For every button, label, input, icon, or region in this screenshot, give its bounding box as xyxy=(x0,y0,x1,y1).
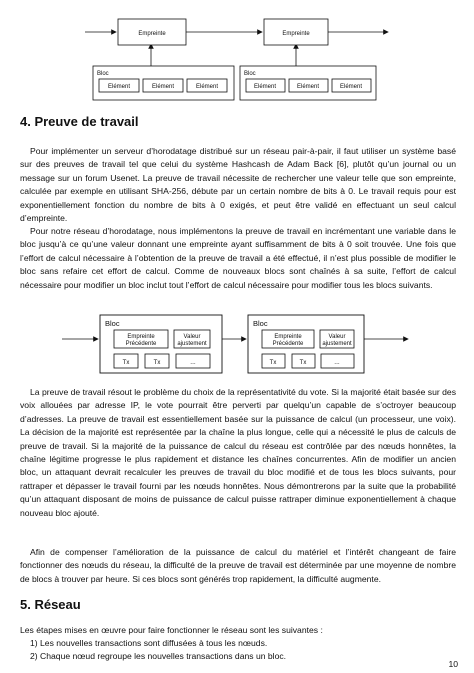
element-label: Elément xyxy=(253,84,277,90)
svg-text:...: ... xyxy=(190,359,196,366)
section-title: 4. Preuve de travail xyxy=(20,114,139,129)
paragraph: La preuve de travail résout le problème du choix de la représentativité du vote. Si la majorité était basée sur des voix allouées par adresse IP, le vote pourrait être perverti par quelqu’un capable de s’octroyer beaucoup d’adresses. La preuve de travail est essentiellement basée sur la puissance de calcul (un processeur, une voix). La décision de la majorité est représentée par la chaîne la plus longue, celle qui a nécessité le plus de calculs de preuve de travail. Si la majorité de la puissance de calcul du réseau est contrôlée par des nœuds honnêtes, la chaîne légitime progresse le plus rapidement et distance les chaînes concurrentes. Afin de modifier un ancien bloc, un attaquant devrait recalculer les preuves de travail du bloc modifié et de tous les blocs suivants, pour rattraper et dépasser le travail fourni par les nœuds honnêtes. Nous démontrerons par la suite que la probabilité qu’un attaquant disposant de moins de puissance de calcul puisse rattraper diminue exponentiellement à chaque nouveau bloc ajouté. xyxy=(20,387,456,518)
hash-label-2: Empreinte xyxy=(282,31,310,37)
svg-text:Tx: Tx xyxy=(153,360,161,366)
block-label-2: Bloc xyxy=(244,71,256,77)
paragraph: Pour implémenter un serveur d’horodatage distribué sur un réseau pair-à-pair, il faut utiliser un système basé sur des preuves de travail tel que celui du système Hashcash de Adam Back [6], plutôt qu’un journal ou un message sur un forum Usenet. La preuve de travail nécessite de rechercher une valeur telle que son empreinte, calculée par exemple en utilisant SHA-256, débute par un certain nombre de bits à 0. Le travail requis pour est exponentiellement fonction du nombre de bits à 0 exigés, et peut être validé en effectuant un seul calcul d’empreinte. xyxy=(20,146,456,224)
block-label-1: Bloc xyxy=(97,71,109,77)
element-label: Elément xyxy=(339,84,363,90)
element-label: Elément xyxy=(296,84,320,90)
list-item: 1) Les nouvelles transactions sont diffusées à tous les nœuds. xyxy=(30,638,268,648)
page-number: 10 xyxy=(448,659,458,669)
paragraph: Pour notre réseau d’horodatage, nous implémentons la preuve de travail en incrémentant une variable dans le bloc jusqu’à ce qu’une valeur donnant une empreinte ayant suffisamment de bits à 0 soit trouvée. Une fois que l’effort de calcul nécessaire à l’obtention de la preuve de travail a été effectué, il n’est plus possible de modifier le bloc sans refaire cet effort de calcul. Comme de nouveaux blocs sont chaînés à sa suite, l’effort de calcul nécessaire pour modifier un bloc inclut tout l’effort de calcul nécessaire pour modifier tous les blocs suivants. xyxy=(20,226,456,290)
svg-text:Tx: Tx xyxy=(299,360,307,366)
svg-text:Tx: Tx xyxy=(269,360,277,366)
section-title: 5. Réseau xyxy=(20,597,81,612)
paragraph: Afin de compenser l’amélioration de la puissance de calcul du matériel et l’intérêt changeant de faire fonctionner des nœuds du réseau, la difficulté de la preuve de travail est déterminée par une moyenne de nombre de blocs à trouver par heure. Si ces blocs sont générés trop rapidement, la difficulté augmente. xyxy=(20,547,456,584)
svg-text:Tx: Tx xyxy=(122,360,130,366)
svg-text:Valeur: Valeur xyxy=(328,334,346,340)
svg-text:ajustement: ajustement xyxy=(322,341,352,347)
pow-block-label: Bloc xyxy=(253,319,268,328)
proof-of-work-diagram xyxy=(0,310,474,380)
svg-text:Empreinte: Empreinte xyxy=(127,334,155,340)
paragraph: Les étapes mises en œuvre pour faire fonctionner le réseau sont les suivantes : xyxy=(20,625,323,635)
svg-text:Valeur: Valeur xyxy=(183,334,201,340)
svg-text:Empreinte: Empreinte xyxy=(274,334,302,340)
svg-text:...: ... xyxy=(334,359,340,366)
hash-label-1: Empreinte xyxy=(138,31,166,37)
element-label: Elément xyxy=(195,84,219,90)
svg-text:Précédente: Précédente xyxy=(272,341,304,347)
svg-text:ajustement: ajustement xyxy=(177,341,207,347)
list-item: 2) Chaque nœud regroupe les nouvelles transactions dans un bloc. xyxy=(30,651,287,661)
timestamp-diagram xyxy=(0,0,474,110)
element-label: Elément xyxy=(107,84,131,90)
element-label: Elément xyxy=(151,84,175,90)
pow-block-label: Bloc xyxy=(105,319,120,328)
svg-text:Précédente: Précédente xyxy=(125,341,157,347)
